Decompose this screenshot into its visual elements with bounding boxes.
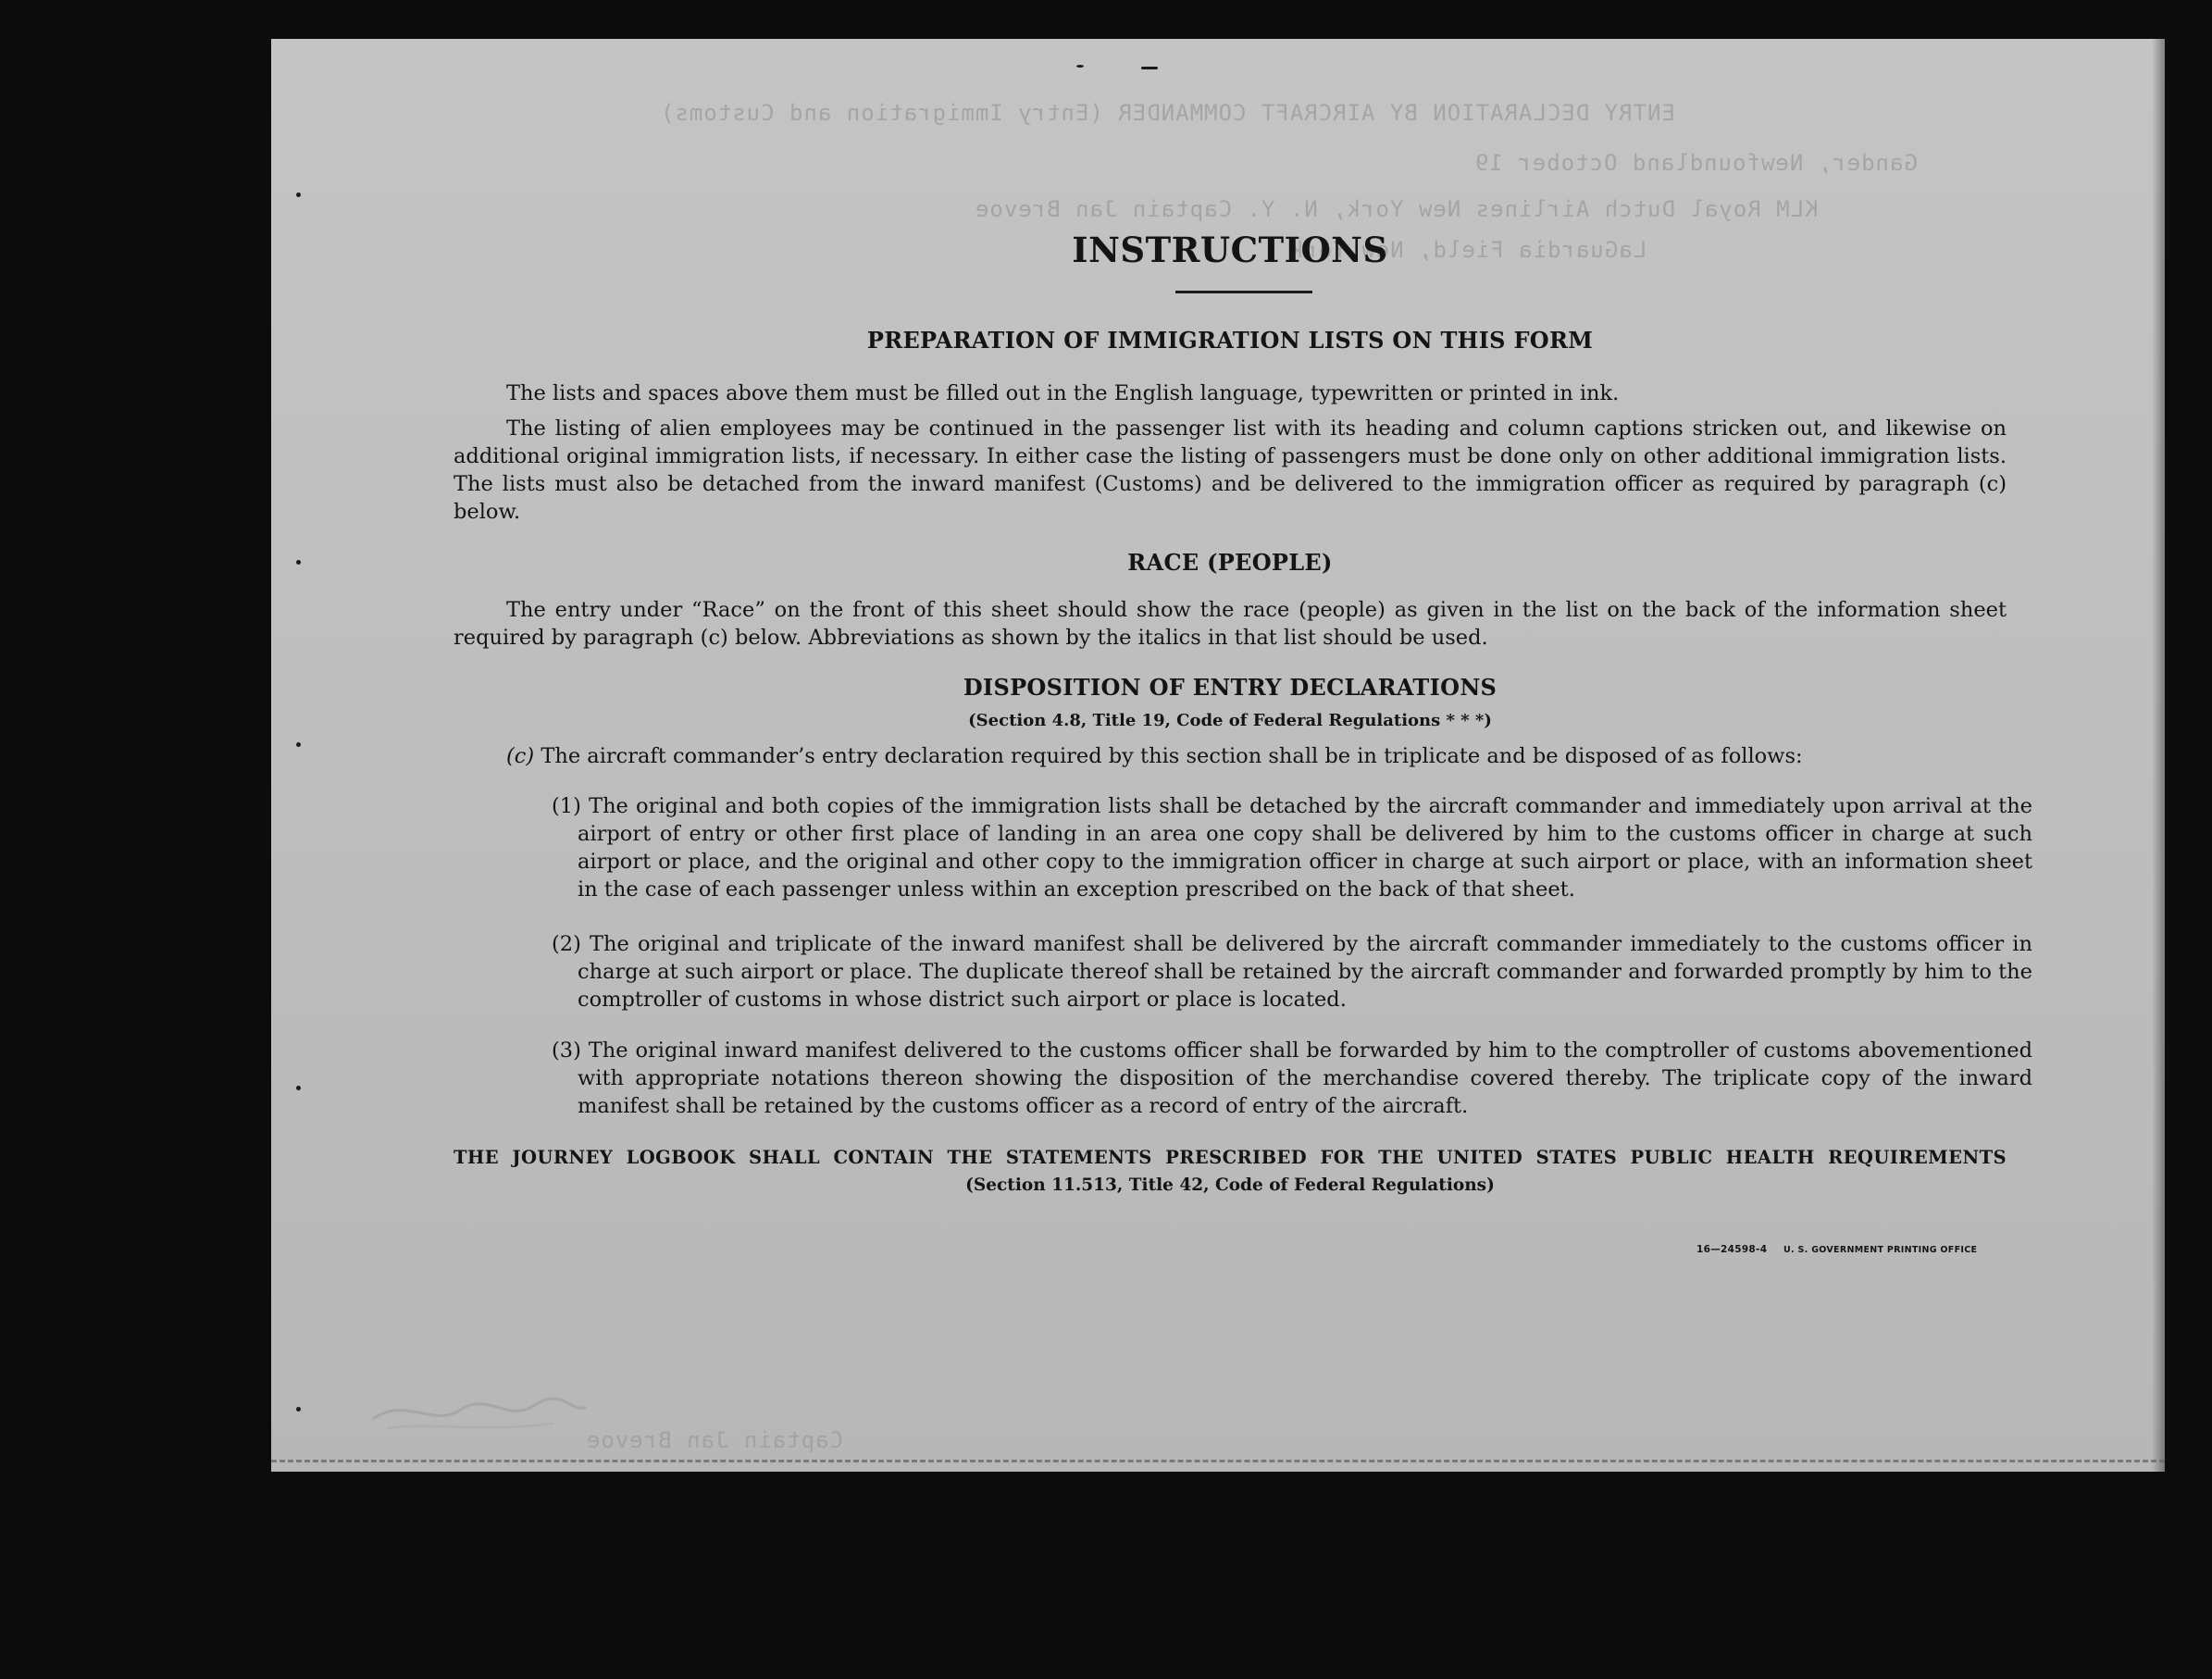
disposition-heading: DISPOSITION OF ENTRY DECLARATIONS [963, 674, 1497, 701]
margin-speck [296, 742, 301, 747]
signature-show-through [368, 1387, 590, 1437]
preparation-paragraph-2: The listing of alien employees may be continued in the passenger list with its heading and column captions stricken out, and likewise on additional original immigration lists, if necessary. In either case the listing of passengers must be done only on other additional immigration lists. The lists must also be detached from the inward manifest (Customs) and be delivered to the immigration officer as required by paragraph (c) below. [454, 417, 2007, 524]
preparation-paragraph-1: The lists and spaces above them must be filled out in the English language, typewritten or printed in ink. [506, 381, 1620, 405]
item-number: (2) [552, 932, 581, 956]
disposition-item-1 [552, 792, 2032, 903]
item-number: (1) [552, 794, 581, 818]
item-text: The original and triplicate of the inward manifest shall be delivered by the aircraft commander immediately to the customs officer in charge at such airport or place. The duplicate thereof shall be retained by the aircraft commander and forwarded promptly by him to the comptroller of customs in whose district such airport or place is located. [578, 932, 2032, 1012]
form-number: 16—24598-4 [1696, 1244, 1768, 1255]
document-page [271, 39, 2165, 1472]
disposition-item-2 [552, 930, 2032, 1014]
public-health-statement: THE JOURNEY LOGBOOK SHALL CONTAIN THE STATEMENTS PRESCRIBED FOR THE UNITED STATES PUBLIC HEALTH REQUIREMENTS [454, 1147, 2007, 1168]
disposition-item-3 [552, 1037, 2032, 1120]
show-through-line-3: KLM Royal Dutch Airlines New York, N. Y. Captain Jan Brevoe [975, 196, 1819, 222]
race-paragraph: The entry under “Race” on the front of this sheet should show the race (people) as given in the list on the back of the information sheet required by paragraph (c) below. Abbreviations as shown by the italics in that list should be used. [454, 598, 2007, 650]
title-underline [1175, 291, 1312, 293]
document-title: INSTRUCTIONS [1072, 230, 1388, 270]
margin-speck [296, 560, 301, 565]
top-speck [1076, 65, 1084, 68]
margin-speck [296, 1407, 301, 1412]
show-through-line-1: ENTRY DECLARATION BY AIRCRAFT COMMANDER (Entry Immigration and Customs) [660, 100, 1675, 126]
disposition-intro [506, 742, 1803, 770]
disposition-intro-label: (c) [506, 744, 535, 768]
item-text: The original and both copies of the immigration lists shall be detached by the aircraft commander and immediately upon arrival at the airport of entry or other first place of landing in an area one copy shall be delivered by him to the customs officer in charge at such airport or place, and the original and other copy to the immigration officer in charge at such airport or place, with an information sheet in the case of each passenger unless within an exception prescribed on the back of that sheet. [578, 794, 2032, 902]
item-number: (3) [552, 1038, 581, 1063]
page-right-shadow [2152, 39, 2165, 1472]
show-through-line-4: LaGuardia Field, New York [1289, 237, 1647, 263]
disposition-intro-text: The aircraft commander’s entry declaration required by this section shall be in triplicate and be disposed of as follows: [541, 744, 1803, 768]
disposition-citation: (Section 4.8, Title 19, Code of Federal Regulations * * *) [968, 711, 1492, 730]
preparation-heading: PREPARATION OF IMMIGRATION LISTS ON THIS FORM [866, 327, 1594, 354]
show-through-line-5: Captain Jan Brevoe [586, 1427, 844, 1453]
item-text: The original inward manifest delivered to the customs officer shall be forwarded by him to the comptroller of customs abovementioned with appropriate notations thereon showing the disposition of the merchandise covered thereby. The triplicate copy of the inward manifest shall be retained by the customs officer as a record of entry of the aircraft. [578, 1038, 2032, 1118]
page-bottom-edge [271, 1460, 2165, 1472]
race-heading: RACE (PEOPLE) [1127, 549, 1333, 576]
public-health-citation: (Section 11.513, Title 42, Code of Federal Regulations) [965, 1175, 1495, 1195]
printer-imprint: U. S. GOVERNMENT PRINTING OFFICE [1783, 1245, 1978, 1255]
margin-speck [296, 193, 301, 197]
top-speck [1141, 67, 1158, 69]
margin-speck [296, 1086, 301, 1090]
show-through-line-2: Gander, Newfoundland October 19 [1474, 150, 1918, 176]
